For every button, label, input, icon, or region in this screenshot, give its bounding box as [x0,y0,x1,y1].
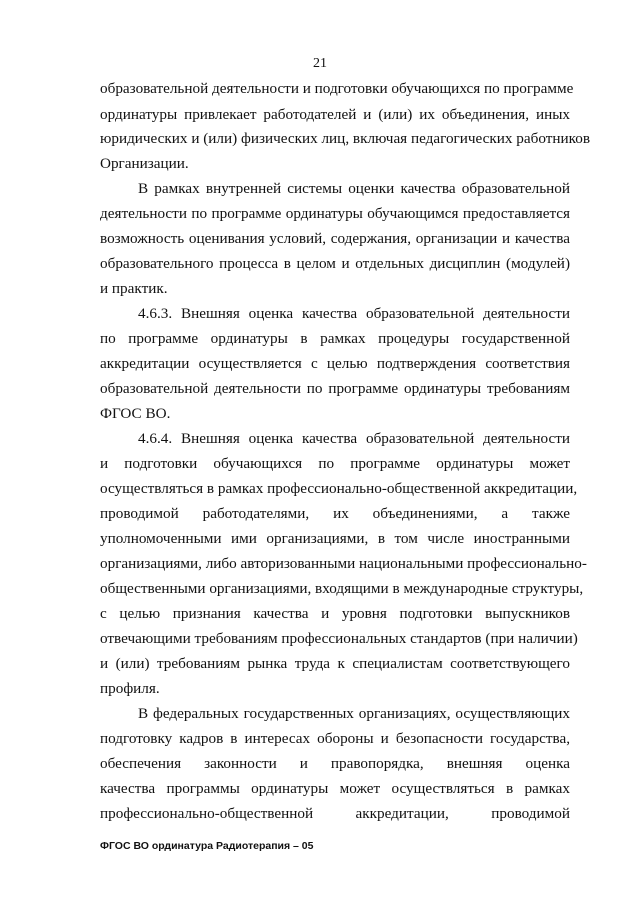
text-line: отвечающими требованиям профессиональных стандартов (при наличии) [100,630,578,647]
text-line: аккредитации осуществляется с целью подтверждения соответствия [100,355,570,372]
text-line: по программе ординатуры в рамках процедуры государственной [100,330,570,347]
text-line: и практик. [100,280,168,297]
text-line: осуществляться в рамках профессионально-общественной аккредитации, [100,480,578,497]
text-line: организациями, либо авторизованными национальными профессионально- [100,555,587,572]
text-line: обеспечения законности и правопорядка, внешняя оценка [100,755,570,772]
text-line: общественными организациями, входящими в международные структуры, [100,580,584,597]
text-line: образовательной деятельности по программе ординатуры требованиям [100,380,570,397]
paragraph-first-line: В федеральных государственных организациях, осуществляющих [138,705,570,722]
page-footer: ФГОС ВО ординатура Радиотерапия – 05 [100,840,314,852]
text-line: проводимой работодателями, их объединениями, а также [100,505,570,522]
text-line: уполномоченными ими организациями, в том числе иностранными [100,530,570,547]
paragraph-first-line: 4.6.3. Внешняя оценка качества образовательной деятельности [138,305,570,322]
text-line: образовательной деятельности и подготовки обучающихся по программе [100,80,574,97]
paragraph-first-line: В рамках внутренней системы оценки качества образовательной [138,180,570,197]
paragraph-first-line: 4.6.4. Внешняя оценка качества образовательной деятельности [138,430,570,447]
text-line: образовательного процесса в целом и отдельных дисциплин (модулей) [100,255,570,272]
text-line: ординатуры привлекает работодателей и (или) их объединения, иных [100,106,570,123]
text-line: деятельности по программе ординатуры обучающимся предоставляется [100,205,570,222]
text-line: Организации. [100,155,189,172]
text-line: юридических и (или) физических лиц, включая педагогических работников [100,130,591,147]
text-line: качества программы ординатуры может осуществляться в рамках [100,780,570,797]
text-line: профиля. [100,680,160,697]
text-line: и подготовки обучающихся по программе ординатуры может [100,455,570,472]
text-line: подготовку кадров в интересах обороны и безопасности государства, [100,730,570,747]
text-line: и (или) требованиям рынка труда к специалистам соответствующего [100,655,570,672]
text-line: профессионально-общественной аккредитации, проводимой [100,805,570,822]
text-line: с целью признания качества и уровня подготовки выпускников [100,605,570,622]
page-number: 21 [313,56,327,71]
text-line: ФГОС ВО. [100,405,171,422]
text-line: возможность оценивания условий, содержания, организации и качества [100,230,570,247]
